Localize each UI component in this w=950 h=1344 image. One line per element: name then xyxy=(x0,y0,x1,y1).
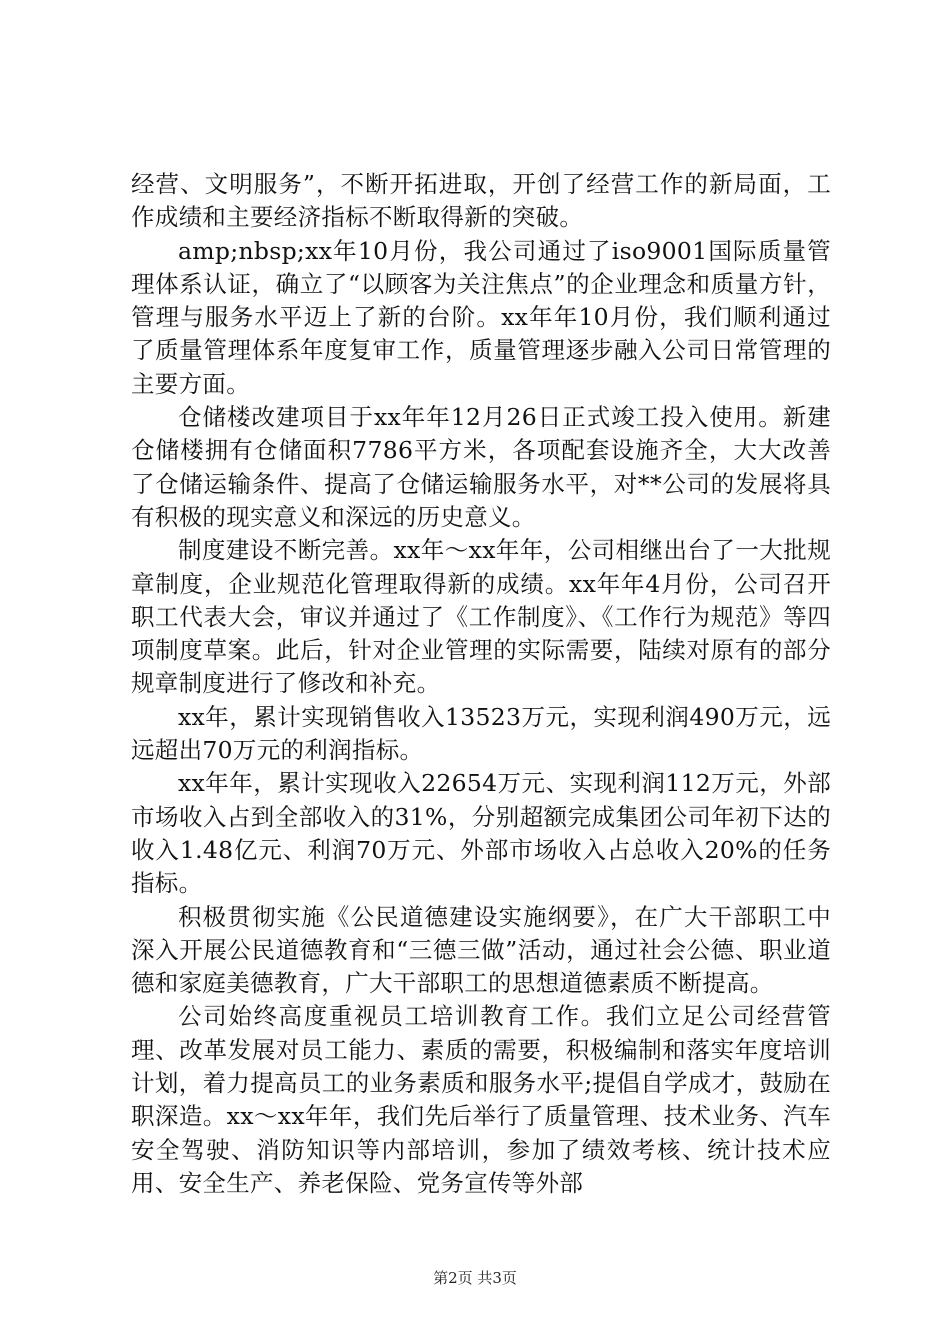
paragraph-iso-certification: amp;nbsp;xx年10月份，我公司通过了iso9001国际质量管理体系认证，确立了“以顾客为关注焦点”的企业理念和质量方针，管理与服务水平迈上了新的台阶。xx年年10月份，我们顺利通过了质量管理体系年度复审工作，质量管理逐步融入公司日常管理的主要方面。 xyxy=(131,236,831,398)
paragraph-moral-education: 积极贯彻实施《公民道德建设实施纲要》，在广大干部职工中深入开展公民道德教育和“三德三做”活动，通过社会公德、职业道德和家庭美德教育，广大干部职工的思想道德素质不断提高。 xyxy=(131,902,831,998)
paragraph-staff-training: 公司始终高度重视员工培训教育工作。我们立足公司经营管理、改革发展对员工能力、素质的需要，积极编制和落实年度培训计划，着力提高员工的业务素质和服务水平;提倡自学成才，鼓励在职深造。xx～xx年年，我们先后举行了质量管理、技术业务、汽车安全驾驶、消防知识等内部培训，参加了绩效考核、统计技术应用、安全生产、养老保险、党务宣传等外部 xyxy=(131,1002,831,1197)
paragraph-sales-income: xx年，累计实现销售收入13523万元，实现利润490万元，远远超出70万元的利润指标。 xyxy=(131,702,831,765)
paragraph-continued: 经营、文明服务”，不断开拓进取，开创了经营工作的新局面，工作成绩和主要经济指标不断取得新的突破。 xyxy=(131,170,831,232)
paragraph-system-construction: 制度建设不断完善。xx年～xx年年，公司相继出台了一大批规章制度，企业规范化管理取得新的成绩。xx年年4月份，公司召开职工代表大会，审议并通过了《工作制度》、《工作行为规范》等四项制度草案。此后，针对企业管理的实际需要，陆续对原有的部分规章制度进行了修改和补充。 xyxy=(131,536,831,698)
document-body xyxy=(131,168,831,1200)
paragraph-total-income: xx年年，累计实现收入22654万元、实现利润112万元，外部市场收入占到全部收入的31%，分别超额完成集团公司年初下达的收入1.48亿元、利润70万元、外部市场收入占总收入20%的任务指标。 xyxy=(131,769,831,898)
paragraph-warehouse-project: 仓储楼改建项目于xx年年12月26日正式竣工投入使用。新建仓储楼拥有仓储面积7786平方米，各项配套设施齐全，大大改善了仓储运输条件、提高了仓储运输服务水平，对**公司的发展将具有积极的现实意义和深远的历史意义。 xyxy=(131,403,831,531)
page-number-footer: 第2页 共3页 xyxy=(433,1269,517,1287)
